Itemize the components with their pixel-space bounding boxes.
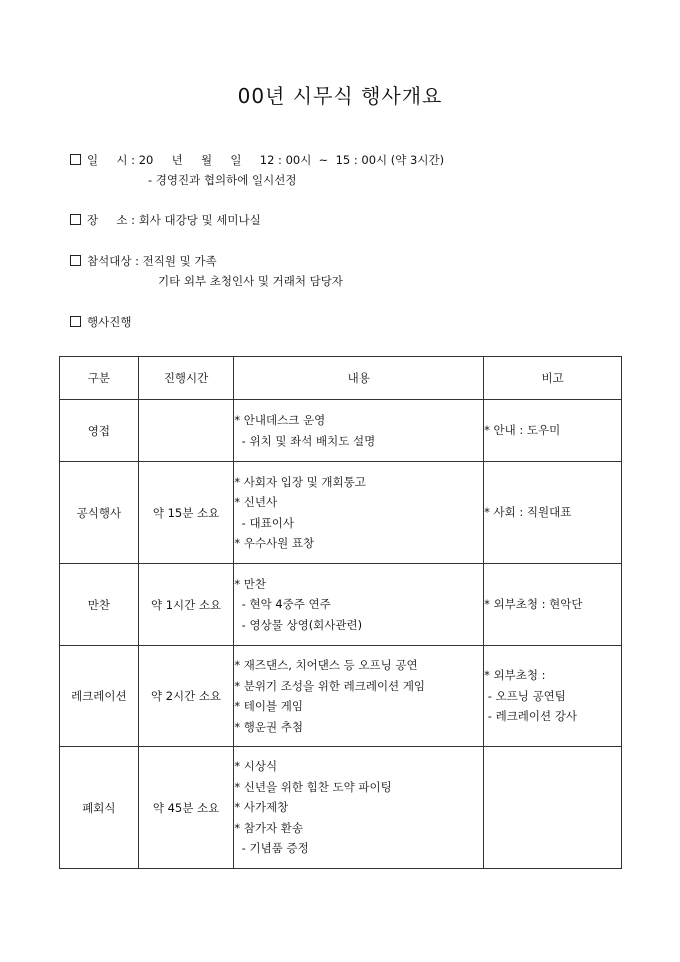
row-category: 만찬 bbox=[60, 564, 139, 646]
row-category: 공식행사 bbox=[60, 462, 139, 564]
content-line: * 신년을 위한 힘찬 도약 파이팅 bbox=[234, 779, 392, 794]
content-line: * 재즈댄스, 치어댄스 등 오프닝 공연 bbox=[234, 658, 418, 672]
content-line: * 분위기 조성을 위한 레크레이션 게임 bbox=[234, 678, 426, 693]
content-line: * 행운권 추첨 bbox=[234, 719, 303, 734]
header-note: 비고 bbox=[484, 357, 622, 400]
row-note bbox=[484, 646, 622, 747]
note-line: * 외부초청 : 현악단 bbox=[484, 597, 583, 612]
table-row bbox=[60, 462, 622, 564]
row-content bbox=[234, 400, 484, 462]
row-time: 약 2시간 소요 bbox=[138, 646, 234, 747]
row-time bbox=[138, 400, 234, 462]
row-note bbox=[484, 400, 622, 462]
venue-label: 장 소 bbox=[87, 213, 128, 227]
content-line: * 신년사 bbox=[234, 495, 278, 509]
venue-line: 장 소 : 회사 대강당 및 세미나실 bbox=[70, 210, 261, 230]
progress-line bbox=[70, 312, 131, 332]
page-title: 00년 시무식 행사개요 bbox=[237, 84, 443, 108]
progress-label: 행사진행 bbox=[87, 315, 132, 329]
note-line: * 안내 : 도우미 bbox=[484, 423, 561, 438]
schedule-line: 일 시 : 20 년 월 일 12 : 00시 ~ 15 : 00시 (약 3시간) bbox=[70, 150, 444, 170]
row-time: 약 45분 소요 bbox=[138, 747, 234, 869]
row-category: 폐회식 bbox=[60, 747, 139, 869]
attendees-line: 참석대상 : 전직원 및 가족 bbox=[70, 251, 217, 271]
row-category: 레크레이션 bbox=[60, 646, 139, 747]
checkbox-square-icon bbox=[70, 154, 81, 165]
content-line: - 현악 4중주 연주 bbox=[234, 597, 331, 612]
header-time: 진행시간 bbox=[138, 357, 234, 400]
table-row bbox=[60, 747, 622, 869]
checkbox-square-icon bbox=[70, 316, 81, 327]
schedule-label: 일 시 bbox=[87, 153, 128, 167]
schedule-note: - 경영진과 협의하에 일시선정 bbox=[148, 173, 297, 187]
content-line: * 사가제창 bbox=[234, 800, 289, 815]
note-line: - 오프닝 공연팀 bbox=[484, 688, 566, 703]
schedule-table bbox=[59, 356, 622, 869]
header-content: 내용 bbox=[234, 357, 484, 400]
content-line: * 테이블 게임 bbox=[234, 699, 303, 713]
content-line: * 안내데스크 운영 bbox=[234, 413, 326, 427]
content-line: - 기념품 증정 bbox=[234, 841, 309, 856]
note-line: - 레크레이션 강사 bbox=[484, 709, 578, 724]
content-line: * 사회자 입장 및 개회통고 bbox=[234, 474, 366, 489]
row-note bbox=[484, 462, 622, 564]
content-line: * 만찬 bbox=[234, 576, 266, 591]
table-row bbox=[60, 400, 622, 462]
content-line: * 우수사원 표창 bbox=[234, 536, 315, 550]
checkbox-square-icon bbox=[70, 214, 81, 225]
content-line: - 대표이사 bbox=[234, 515, 294, 530]
content-line: - 영상물 상영(회사관련) bbox=[234, 617, 363, 632]
attendees-note: 기타 외부 초청인사 및 거래처 담당자 bbox=[158, 274, 343, 288]
row-category: 영접 bbox=[60, 400, 139, 462]
venue-value: 회사 대강당 및 세미나실 bbox=[138, 213, 261, 227]
note-line: * 사회 : 직원대표 bbox=[484, 505, 572, 520]
header-category: 구분 bbox=[60, 357, 139, 400]
row-note bbox=[484, 747, 622, 869]
table-row bbox=[60, 646, 622, 747]
checkbox-square-icon bbox=[70, 255, 81, 266]
row-content bbox=[234, 747, 484, 869]
row-time: 약 15분 소요 bbox=[138, 462, 234, 564]
table-row bbox=[60, 564, 622, 646]
table-header-row bbox=[60, 357, 622, 400]
attendees-value: 전직원 및 가족 bbox=[142, 254, 217, 268]
row-content bbox=[234, 564, 484, 646]
content-line: * 참가자 환송 bbox=[234, 820, 303, 835]
note-line: * 외부초청 : bbox=[484, 668, 546, 683]
attendees-label: 참석대상 bbox=[87, 254, 132, 268]
row-time: 약 1시간 소요 bbox=[138, 564, 234, 646]
schedule-value: 20 년 월 일 12 : 00시 ~ 15 : 00시 (약 3시간) bbox=[138, 153, 445, 167]
content-line: * 시상식 bbox=[234, 759, 278, 774]
row-content bbox=[234, 646, 484, 747]
row-content bbox=[234, 462, 484, 564]
content-line: - 위치 및 좌석 배치도 설명 bbox=[234, 433, 376, 448]
row-note bbox=[484, 564, 622, 646]
